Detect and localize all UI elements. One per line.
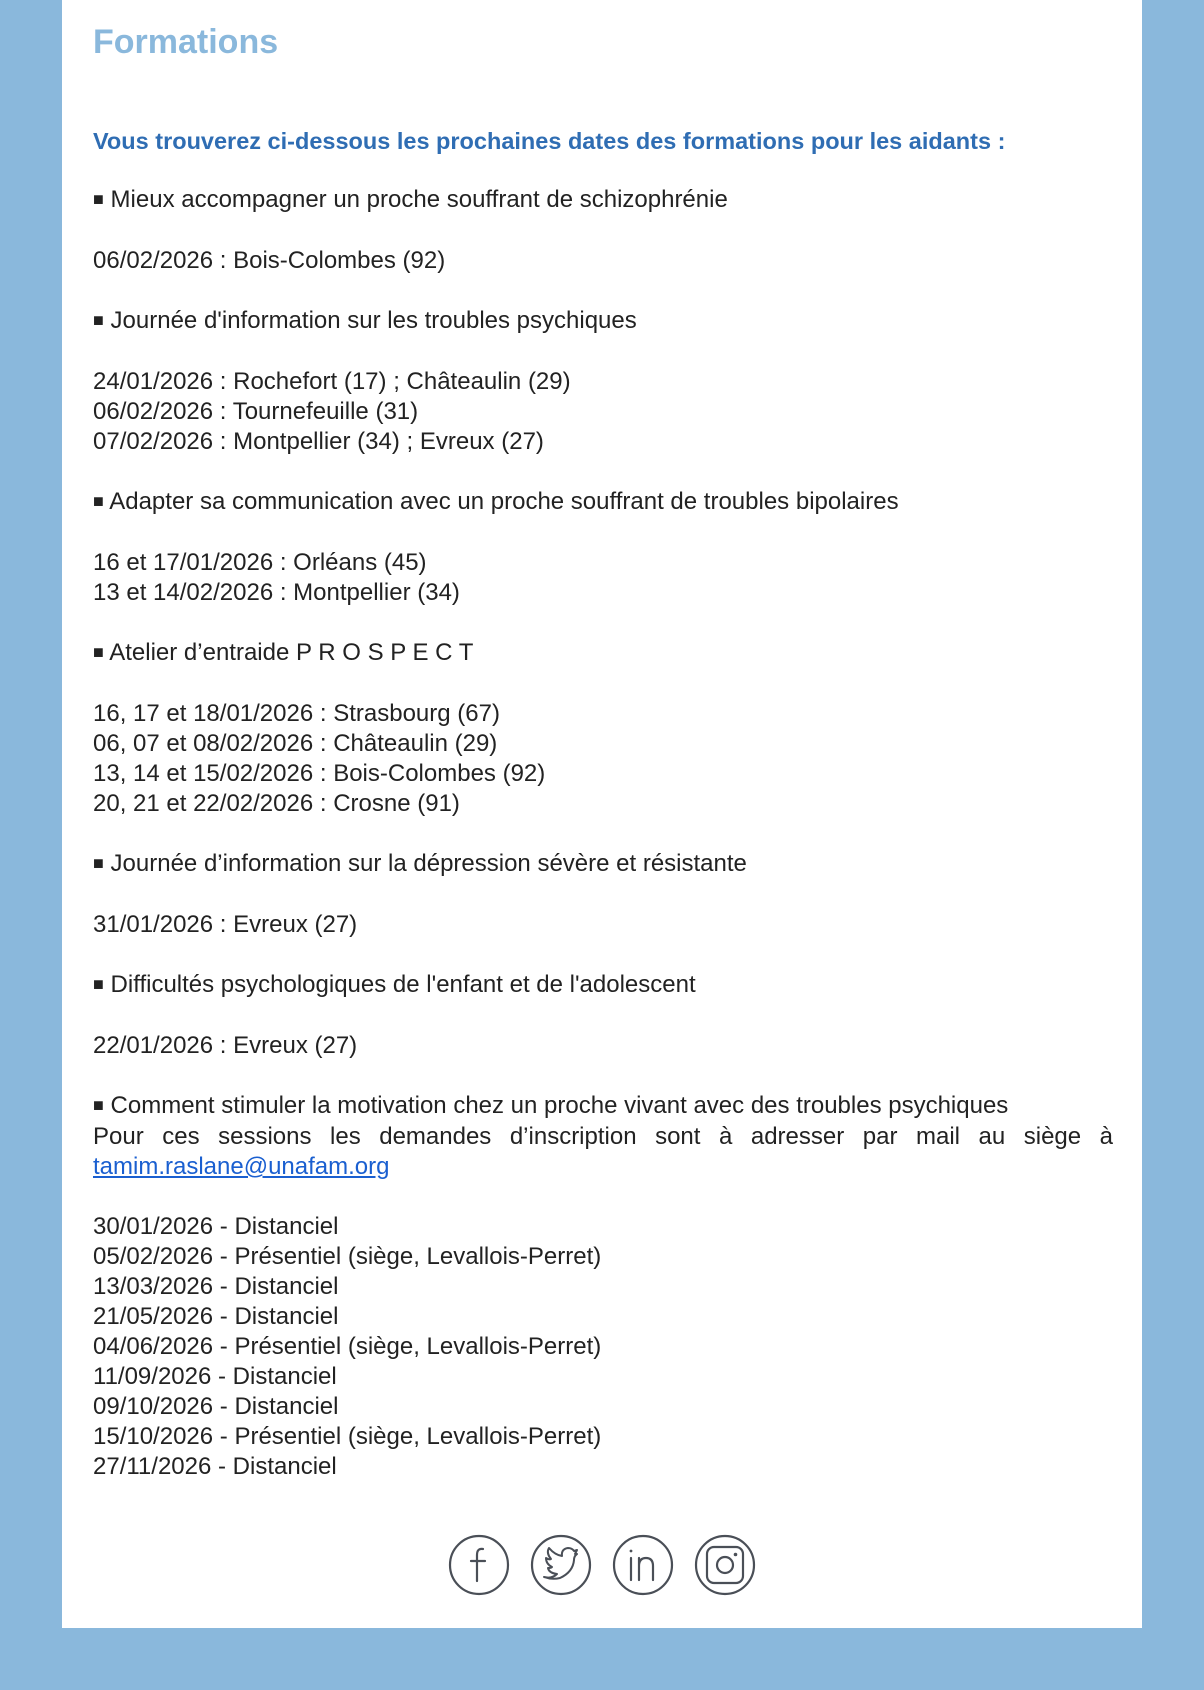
session-item: 05/02/2026 - Présentiel (siège, Levallois-Perret) [93, 1243, 602, 1270]
session-item: 22/01/2026 : Evreux (27) [93, 1032, 358, 1059]
session-list [93, 699, 1113, 819]
session-item: 21/05/2026 - Distanciel [93, 1303, 339, 1330]
section-title [93, 638, 1113, 669]
session-item: 11/09/2026 - Distanciel [93, 1363, 337, 1390]
section-title [93, 849, 1113, 880]
section-title-text: Journée d'information sur les troubles psychiques [110, 307, 637, 334]
square-bullet-icon: ■ [93, 642, 104, 662]
session-item: 24/01/2026 : Rochefort (17) ; Châteaulin (29) [93, 368, 571, 395]
section-title [93, 970, 1113, 1001]
session-item: 13 et 14/02/2026 : Montpellier (34) [93, 579, 460, 606]
section-title [93, 487, 1113, 518]
session-item: 06, 07 et 08/02/2026 : Châteaulin (29) [93, 730, 498, 757]
section-title [93, 1091, 1113, 1122]
intro-text: Vous trouverez ci-dessous les prochaines dates des formations pour les aidants : [93, 128, 1006, 154]
formations-list [93, 185, 1113, 1512]
section-title [93, 185, 1113, 216]
square-bullet-icon: ■ [93, 310, 104, 330]
session-item: 27/11/2026 - Distanciel [93, 1453, 337, 1480]
twitter-icon[interactable] [530, 1534, 592, 1596]
section-title [93, 306, 1113, 337]
session-item: 07/02/2026 : Montpellier (34) ; Evreux (27) [93, 428, 544, 455]
session-item: 16, 17 et 18/01/2026 : Strasbourg (67) [93, 700, 500, 727]
session-item: 20, 21 et 22/02/2026 : Crosne (91) [93, 790, 460, 817]
session-item: 06/02/2026 : Tournefeuille (31) [93, 398, 419, 425]
session-item: 16 et 17/01/2026 : Orléans (45) [93, 549, 427, 576]
social-links [62, 1534, 1142, 1596]
content-panel [62, 0, 1142, 1628]
session-list [93, 1031, 1113, 1061]
section-title-text: Journée d’information sur la dépression sévère et résistante [110, 850, 747, 877]
session-item: 04/06/2026 - Présentiel (siège, Levallois-Perret) [93, 1333, 602, 1360]
linkedin-icon[interactable] [612, 1534, 674, 1596]
section-title-text: Difficultés psychologiques de l'enfant et de l'adolescent [110, 971, 696, 998]
session-item: 31/01/2026 : Evreux (27) [93, 911, 358, 938]
registration-note-text: Pour ces sessions les demandes d’inscription sont à adresser par mail au siège à [93, 1123, 1113, 1150]
session-list [93, 367, 1113, 457]
section-title-text: Mieux accompagner un proche souffrant de schizophrénie [110, 186, 728, 213]
session-item: 30/01/2026 - Distanciel [93, 1213, 339, 1240]
email-link[interactable]: tamim.raslane@unafam.org [93, 1153, 390, 1180]
facebook-icon[interactable] [448, 1534, 510, 1596]
session-item: 06/02/2026 : Bois-Colombes (92) [93, 247, 446, 274]
square-bullet-icon: ■ [93, 1095, 104, 1115]
square-bullet-icon: ■ [93, 974, 104, 994]
session-item: 13/03/2026 - Distanciel [93, 1273, 339, 1300]
session-list [93, 246, 1113, 276]
registration-note [93, 1122, 1113, 1182]
session-list [93, 548, 1113, 608]
square-bullet-icon: ■ [93, 491, 104, 511]
square-bullet-icon: ■ [93, 189, 104, 209]
session-item: 09/10/2026 - Distanciel [93, 1393, 339, 1420]
session-list [93, 910, 1113, 940]
square-bullet-icon: ■ [93, 853, 104, 873]
section-title-text: Atelier d’entraide P R O S P E C T [109, 639, 474, 666]
session-item: 13, 14 et 15/02/2026 : Bois-Colombes (92) [93, 760, 546, 787]
section-title-text: Adapter sa communication avec un proche souffrant de troubles bipolaires [109, 488, 899, 515]
session-item: 15/10/2026 - Présentiel (siège, Levallois-Perret) [93, 1423, 602, 1450]
page-title: Formations [93, 23, 279, 61]
section-title-text: Comment stimuler la motivation chez un proche vivant avec des troubles psychiques [110, 1092, 1009, 1119]
session-list [93, 1212, 1113, 1482]
instagram-icon[interactable] [694, 1534, 756, 1596]
